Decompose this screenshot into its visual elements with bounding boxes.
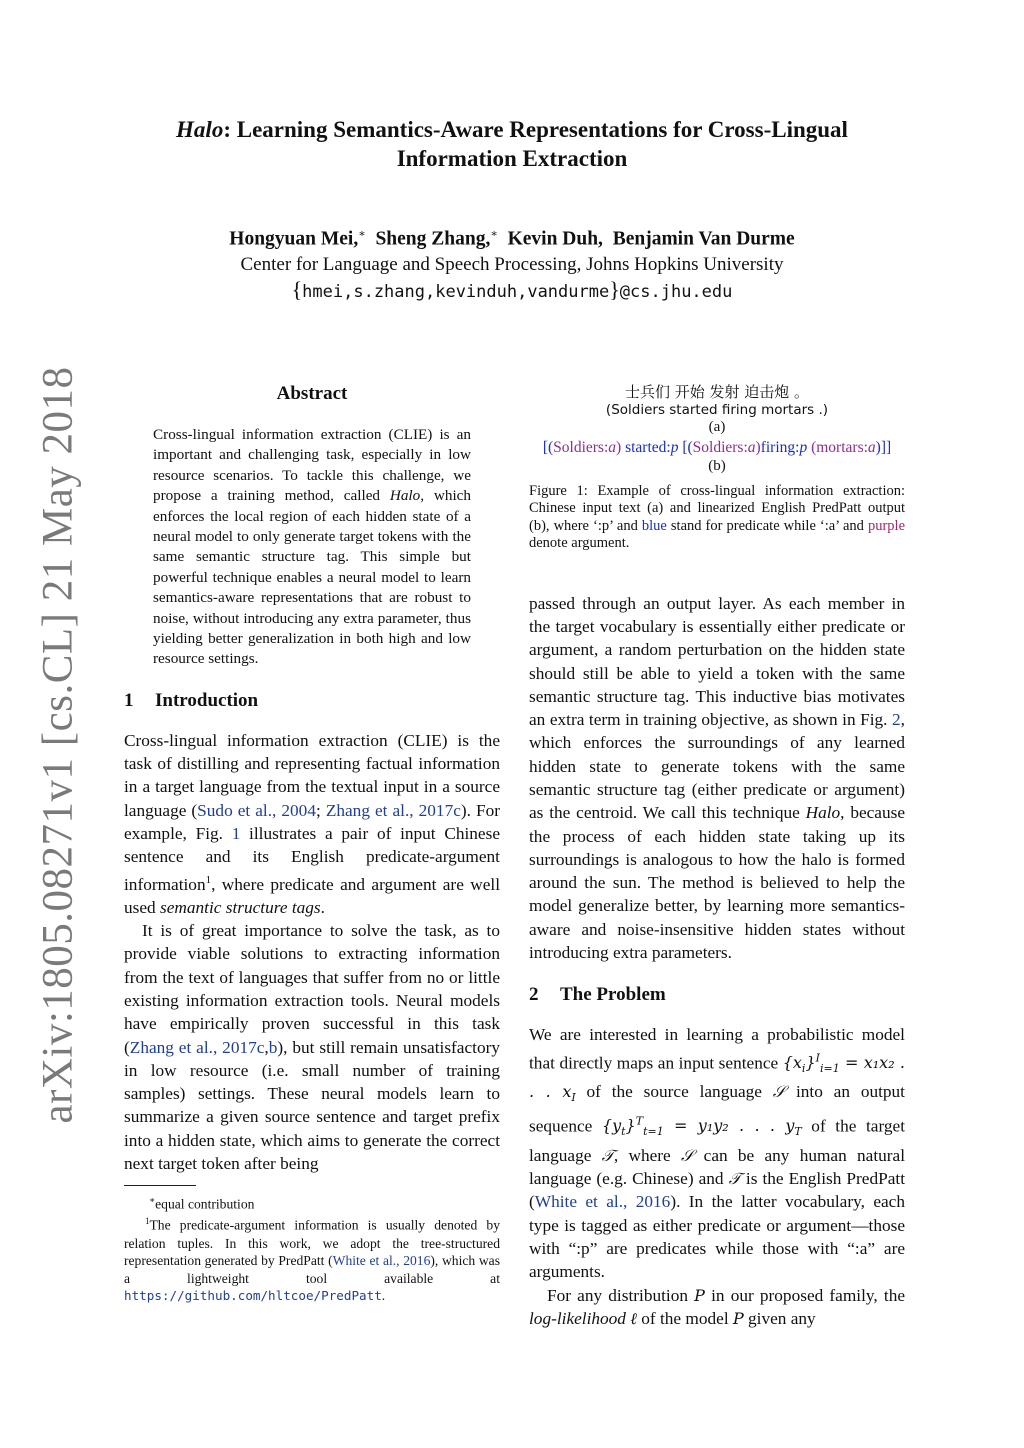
pp-soldiers-1: Soldiers: (553, 439, 609, 456)
abstract-halo: Halo (389, 487, 421, 505)
emails (112, 277, 912, 305)
left-column (124, 382, 500, 1305)
figure-1-caption (529, 483, 905, 553)
intro-p2-a: It is of great importance to solve the task, as to provide viable solutions to extracting information from the text of languages that suffer from no or little existing information extraction tools. Neural models have empirically proven successful in this task ( (124, 921, 500, 1057)
pp-pred-tag-1: p (670, 439, 679, 456)
author-names (112, 222, 912, 252)
problem-p1-h: ). In the latter vocabulary, each type is tagged as either predicate or argument—those with “:p” are predicates while those with “:a” are arguments. (529, 1192, 905, 1282)
caption-b: stand for predicate while ‘:a’ and (666, 517, 868, 534)
figure-1-english-gloss: (Soldiers started firing mortars .) (605, 402, 829, 418)
paper-title (112, 115, 912, 173)
figure-1-predpatt-output (529, 438, 905, 458)
math-input-sequence: $\{x_i\}^I_{i=1} = x_1x_2$ . . . $x_I$ (529, 1051, 906, 1105)
pp-close-2: ) (755, 439, 761, 456)
pp-pred-tag-2: p (799, 439, 808, 456)
title-rest: : Learning Semantics-Aware Representations for Cross-Lingual (223, 117, 848, 142)
pp-arg-tag-3: a (867, 439, 876, 456)
section-1-number: 1 (124, 689, 134, 711)
pp-bracket-1: [( (542, 439, 554, 456)
pp-mortars: mortars: (816, 439, 868, 456)
author-block (112, 222, 912, 305)
author-van-durme: Benjamin Van Durme (612, 228, 795, 250)
footnote-star (124, 1192, 500, 1213)
intro-paragraph-2 (124, 919, 500, 1175)
title-line-1 (112, 115, 912, 144)
abstract-part-1: Cross-lingual information extraction (CLIE) is an important and challenging task, especially in low resource scenarios. To tackle this challenge, we propose a training method, called (153, 426, 471, 505)
problem-p1-d: of the target language (529, 1116, 905, 1165)
pp-bracket-2: [( (682, 439, 693, 456)
caption-blue-word: blue (641, 517, 667, 534)
citation-zhang-2017b[interactable]: b (268, 1037, 278, 1057)
affiliation: Center for Language and Speech Processing, Johns Hopkins University (240, 253, 784, 275)
citation-zhang-2017c[interactable]: Zhang et al., 2017c (325, 800, 461, 820)
problem-p2-e: given any (743, 1308, 816, 1328)
figure-1-label-a: (a) (708, 419, 726, 435)
problem-paragraph-1 (529, 1023, 905, 1283)
citation-sudo-2004[interactable]: Sudo et al., 2004 (197, 800, 316, 820)
right-p1-c: , because the process of each hidden state taking up its surroundings is analogous to how the halo is formed around the sun. The method is believed to help the model generalize better, by learning more semantics-aware and noise-insensitive hidden states without introducing extra parameters. (529, 803, 906, 963)
citation-white-2016[interactable]: White et al., 2016 (534, 1192, 671, 1212)
email-brace-open: { (291, 276, 303, 302)
math-ell: ℓ (630, 1308, 637, 1328)
caption-label: Figure 1: (529, 483, 588, 499)
email-brace-close: } (609, 276, 620, 302)
math-source-language-2: 𝒮 (681, 1145, 694, 1165)
intro-p1-a: Cross-lingual information extraction (CLIE) is the task of distilling and representing factual information in a target language from the textual input in a source language ( (124, 730, 500, 820)
caption-c: denote argument. (529, 535, 630, 552)
abstract-text (153, 425, 471, 670)
section-1-title: Introduction (155, 689, 259, 711)
pp-arg-tag-1: a (608, 439, 617, 456)
footnote-star-mark: ∗ (149, 1195, 156, 1206)
author-mei-mark: ∗ (358, 228, 366, 240)
footnote-1-mark: 1 (145, 1216, 150, 1227)
email-domain: @cs.jhu.edu (619, 281, 733, 302)
abstract-heading: Abstract (276, 383, 348, 404)
intro-paragraph-1 (124, 729, 500, 919)
arxiv-identifier: arXiv:1805.08271v1 [cs.CL] 21 May 2018 (34, 366, 82, 1124)
section-2-heading (529, 983, 905, 1007)
right-column (529, 382, 905, 1330)
abstract-part-2: , which enforces the local region of each hidden state of a neural model to only generate target tokens with the same semantic structure tag. This simple but powerful technique enables a neural model to learn semantics-aware representations that are robust to noise, without introducing any extra parameter, thus yielding better generalization in both high and low resource settings. (153, 487, 472, 668)
problem-p1-b: of the source language (575, 1082, 773, 1102)
section-2-title: The Problem (560, 984, 666, 1006)
footnote-1-b: ), which was a lightweight tool available at (124, 1253, 500, 1286)
problem-p2-a: For any distribution (547, 1285, 695, 1305)
intro-p1-sep: ; (315, 800, 326, 820)
footnote-1 (124, 1213, 500, 1305)
figure-1-chinese-text: 士兵们 开始 发射 迫击炮 。 (624, 383, 810, 401)
figure-1-label-b: (b) (708, 458, 726, 474)
intro-p1-b: ). For example, Fig. (124, 800, 501, 844)
section-2-number: 2 (529, 984, 539, 1006)
predpatt-url-link[interactable]: https://github.com/hltcoe/PredPatt (124, 1288, 382, 1304)
figure-2-link[interactable]: 2 (892, 710, 901, 730)
problem-p1-g: is the English PredPatt ( (529, 1169, 905, 1212)
math-source-language: 𝒮 (772, 1082, 786, 1102)
math-distribution-p: P (694, 1285, 705, 1305)
intro-p2-b: ), but still remain unsatisfactory in low resource (i.e. small number of training samples) settings. These neural models learn to summarize a given source sentence and target prefix into a hidden state, which aims to generate the correct next target token after being (124, 1037, 500, 1173)
problem-p1-f: can be any human natural language (e.g. Chinese) and (529, 1145, 905, 1189)
pp-firing: firing: (760, 439, 800, 456)
section-1-heading (124, 689, 500, 713)
right-p1-halo: Halo (805, 803, 841, 823)
problem-p2-loglikelihood: log-likelihood (529, 1308, 626, 1328)
right-p1-a: passed through an output layer. As each member in the target vocabulary is essentially either predicate or argument, a random perturbation on the hidden state should still be able to yield a token with the same semantic structure tag. This inductive bias motivates an extra term in training objective, as shown in Fig. (529, 593, 905, 730)
intro-p1-e: . (320, 897, 325, 917)
footnote-1-link[interactable]: 1 (205, 873, 212, 886)
problem-p1-a: We are interested in learning a probabilistic model that directly maps an input sentence (529, 1025, 905, 1072)
math-target-language: 𝒯 (601, 1145, 614, 1165)
problem-p1-e: , where (613, 1145, 681, 1165)
math-output-sequence: $\{y_t\}^T_{t=1} = y_1y_2$ . . . $y_T$ (601, 1114, 802, 1139)
intro-p1-d: , where predicate and argument are well used (124, 874, 500, 917)
author-zhang: Sheng Zhang, (375, 228, 491, 250)
problem-p2-d: of the model (636, 1308, 733, 1328)
citation-white-2016-footnote[interactable]: White et al., 2016 (332, 1253, 431, 1269)
footnote-rule (124, 1185, 196, 1186)
author-mei: Hongyuan Mei, (229, 228, 359, 250)
footnote-star-text: equal contribution (155, 1196, 255, 1212)
footnote-1-a: The predicate-argument information is usually denoted by relation tuples. In this work, we adopt the tree-structured representation generated by PredPatt ( (124, 1217, 500, 1269)
caption-purple-word: purple (867, 517, 906, 534)
pp-started: started: (625, 439, 671, 456)
footnote-1-c: . (381, 1288, 386, 1304)
title-line-2: Information Extraction (396, 146, 628, 171)
figure-1 (529, 382, 905, 475)
problem-p2-b: in our proposed family, the (704, 1285, 906, 1305)
intro-p2-refsep: , (264, 1037, 269, 1057)
right-p1-b: , which enforces the surroundings of any learned hidden state to generate tokens with the same semantic structure tag (either predicate or argument) as the centroid. We call this technique (529, 710, 905, 823)
problem-paragraph-2 (529, 1284, 905, 1331)
pp-close-3: )]] (875, 439, 892, 456)
problem-p1-c: into an output sequence (529, 1082, 905, 1136)
right-paragraph-1 (529, 592, 905, 965)
figure-1-link[interactable]: 1 (231, 824, 241, 844)
author-zhang-mark: ∗ (490, 228, 498, 240)
author-duh: Kevin Duh, (507, 228, 603, 250)
email-users: hmei,s.zhang,kevinduh,vandurme (302, 281, 610, 302)
title-halo: Halo (176, 117, 224, 142)
pp-close-1: ) (616, 439, 622, 456)
intro-p1-c: illustrates a pair of input Chinese sentence and its English predicate-argument information (124, 824, 501, 894)
pp-bracket-3: ( (811, 439, 817, 456)
math-model-p: P (732, 1308, 744, 1328)
pp-arg-tag-2: a (747, 439, 756, 456)
caption-a: Example of cross-lingual information extraction: Chinese input text (a) and linearized English PredPatt output (b), where ‘:p’ and (529, 483, 905, 534)
math-target-language-2: 𝒯 (728, 1169, 741, 1189)
intro-p1-term: semantic structure tags (160, 897, 321, 917)
pp-soldiers-2: Soldiers: (692, 439, 748, 456)
citation-zhang-2017c-2[interactable]: Zhang et al., 2017c (129, 1037, 265, 1057)
